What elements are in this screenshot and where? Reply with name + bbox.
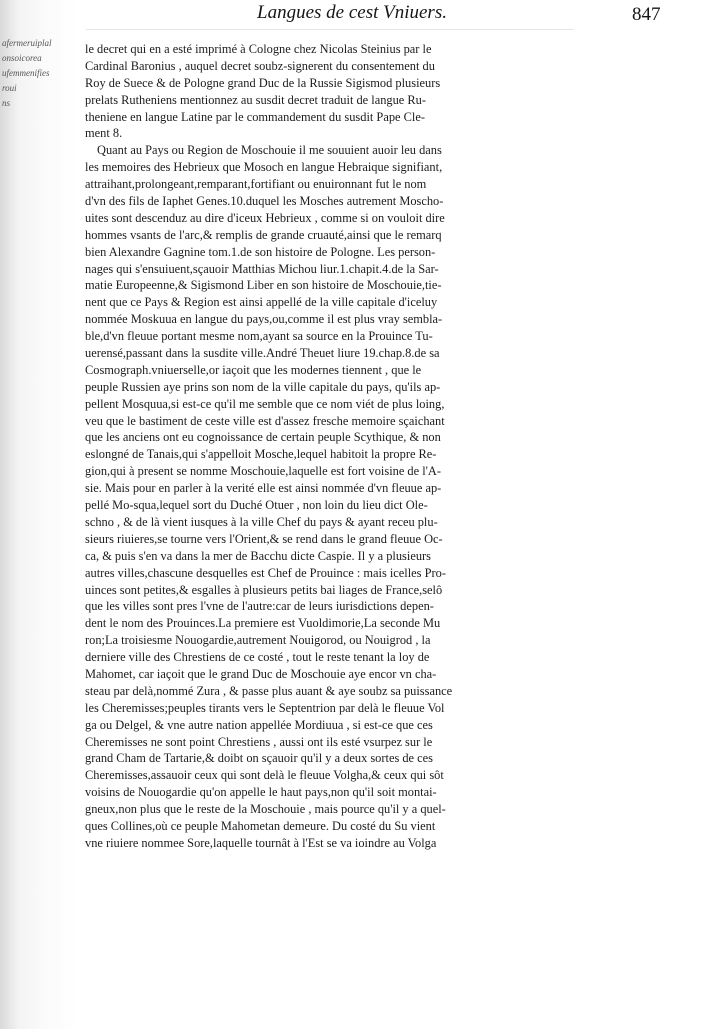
text-line: matie Europeenne,& Sigismond Liber en son histoire de Moschouie,tie- [85, 278, 442, 293]
text-line: ron;La troisiesme Nouogardie,autrement Nouigorod, ou Nouigrod , la [85, 633, 431, 648]
margin-bleed-through [2, 36, 64, 236]
text-line: steau par delà,nommé Zura , & passe plus auant & aye soubz sa puissance [85, 683, 453, 698]
text-line: nages qui s'ensuiuent,sçauoir Matthias Michou liur.1.chapit.4.de la Sar- [85, 261, 439, 276]
text-line: ca, & puis s'en va dans la mer de Bacchu dicte Caspie. Il y a plusieurs [85, 548, 431, 563]
text-line: nommée Moskuua en langue du pays,ou,comme il est plus vray sembla- [85, 312, 443, 327]
text-line: grand Cham de Tartarie,& doibt on sçauoir qu'il y a deux sortes de ces [85, 751, 433, 766]
text-line: sieurs riuieres,se tourne vers l'Orient,& se rend dans le grand fleuue Oc- [85, 531, 443, 546]
text-line: nent que ce Pays & Region est ainsi appellé de la ville capitale d'iceluy [85, 295, 438, 310]
text-line: Cosmograph.vniuerselle,or iaçoit que les modernes tiennent , que le [85, 362, 422, 377]
text-line: voisins de Nouogardie qu'on appelle le haut pays,non qu'il soit montai- [85, 785, 437, 800]
text-line: gneux,non plus que le reste de la Moschouie , mais pource qu'il y a quel- [85, 802, 446, 817]
text-line: peuple Russien aye prins son nom de la ville capitale du pays, qu'ils ap- [85, 379, 441, 394]
text-line: ques Collines,où ce peuple Mahometan demeure. Du costé du Su vient [85, 818, 436, 833]
text-line: les memoires des Hebrieux que Mosoch en langue Hebraique signifiant, [85, 160, 443, 175]
text-line: pellé Mo-squa,lequel sort du Duché Otuer , non loin du lieu dict Ole- [85, 498, 428, 513]
text-line: attraihant,prolongeant,remparant,fortifiant ou enuironnant fut le nom [85, 177, 427, 192]
text-line: dent le nom des Prouinces.La premiere est Vuoldimorie,La seconde Mu [85, 616, 441, 631]
text-line: d'vn des fils de Iaphet Genes.10.duquel les Mosches autrement Moscho- [85, 194, 444, 209]
bleed-line: roui [2, 83, 17, 93]
bleed-line: ns [2, 98, 11, 108]
text-line: que les villes sont pres l'vne de l'autre:car de leurs iurisdictions depen- [85, 599, 434, 614]
text-line: autres villes,chascune desquelles est Chef de Prouince : mais icelles Pro- [85, 565, 446, 580]
text-line: pellent Mosquua,si est-ce qu'il me semble que ce nom viét de plus loing, [85, 396, 445, 411]
text-line: schno , & de là vient iusques à la ville Chef du pays & ayant receu plu- [85, 514, 438, 529]
text-line: ment 8. [85, 126, 123, 141]
page-number: 847 [632, 4, 661, 25]
text-line: le decret qui en a esté imprimé à Cologne chez Nicolas Steinius par le [85, 42, 432, 56]
header-rule [86, 29, 574, 30]
bleed-line: ufemmenifies [2, 68, 50, 78]
text-line: Roy de Suece & de Pologne grand Duc de la Russie Sigismod plusieurs [85, 75, 441, 90]
text-line: les Cheremisses;peuples tirants vers le Septentrion par delà le fleuue Vol [85, 700, 445, 715]
text-line: Cardinal Baronius , auquel decret soubz-signerent du consentement du [85, 58, 435, 73]
text-line: Cheremisses ne sont point Chrestiens , aussi ont ils esté vsurpez sur le [85, 734, 433, 749]
text-line: Quant au Pays ou Region de Moschouie il me souuient auoir leu dans [97, 143, 442, 158]
text-line: gion,qui à present se nomme Moschouie,laquelle est fort voisine de l'A- [85, 464, 441, 479]
text-line: sie. Mais pour en parler à la verité elle est ainsi nommée d'vn fleuue ap- [85, 481, 442, 496]
text-line: uites sont descenduz au dire d'iceux Hebrieux , comme si on vouloit dire [85, 210, 445, 225]
text-line: veu que le bastiment de ceste ville est d'assez fresche memoire sçaichant [85, 413, 445, 428]
text-line: bien Alexandre Gagnine tom.1.de son histoire de Pologne. Les person- [85, 244, 436, 259]
text-line: uerensé,passant dans la susdite ville.André Theuet liure 19.chap.8.de sa [85, 346, 440, 361]
text-line: que les anciens ont eu cognoissance de certain peuple Scythique, & non [85, 430, 441, 445]
text-line: uinces sont petites,& esgalles à plusieurs petits bai liages de France,selô [85, 582, 443, 597]
text-line: ble,d'vn fleuue portant mesme nom,ayant sa source en la Prouince Tu- [85, 329, 433, 344]
text-line: Mahomet, car iaçoit que le grand Duc de Moschouie aye encor vn cha- [85, 666, 437, 681]
text-line: derniere ville des Chrestiens de ce costé , tout le reste tenant la loy de [85, 650, 430, 665]
text-line: prelats Rutheniens mentionnez au susdit decret traduit de langue Ru- [85, 92, 426, 107]
text-line: Cheremisses,assauoir ceux qui sont delà le fleuue Volgha,& ceux qui sôt [85, 768, 444, 783]
text-line: theniene en langue Latine par le commandement du susdit Pape Cle- [85, 109, 425, 124]
running-title: Langues de cest Vniuers. [257, 2, 447, 23]
text-line: hommes vsants de l'arc,& remplis de grande cruauté,ainsi que le remarq [85, 227, 442, 242]
text-line: ga ou Delgel, & vne autre nation appellée Mordiuua , si est-ce que ces [85, 717, 433, 732]
bleed-line: afermeruiplal [2, 38, 52, 48]
body-text [85, 41, 573, 852]
bleed-line: onsoicorea [2, 53, 42, 63]
text-line: eslongné de Tanais,qui s'appelloit Mosche,lequel habitoit la propre Re- [85, 447, 437, 462]
text-line: vne riuiere nommee Sore,laquelle tournât à l'Est se va ioindre au Volga [85, 835, 437, 850]
